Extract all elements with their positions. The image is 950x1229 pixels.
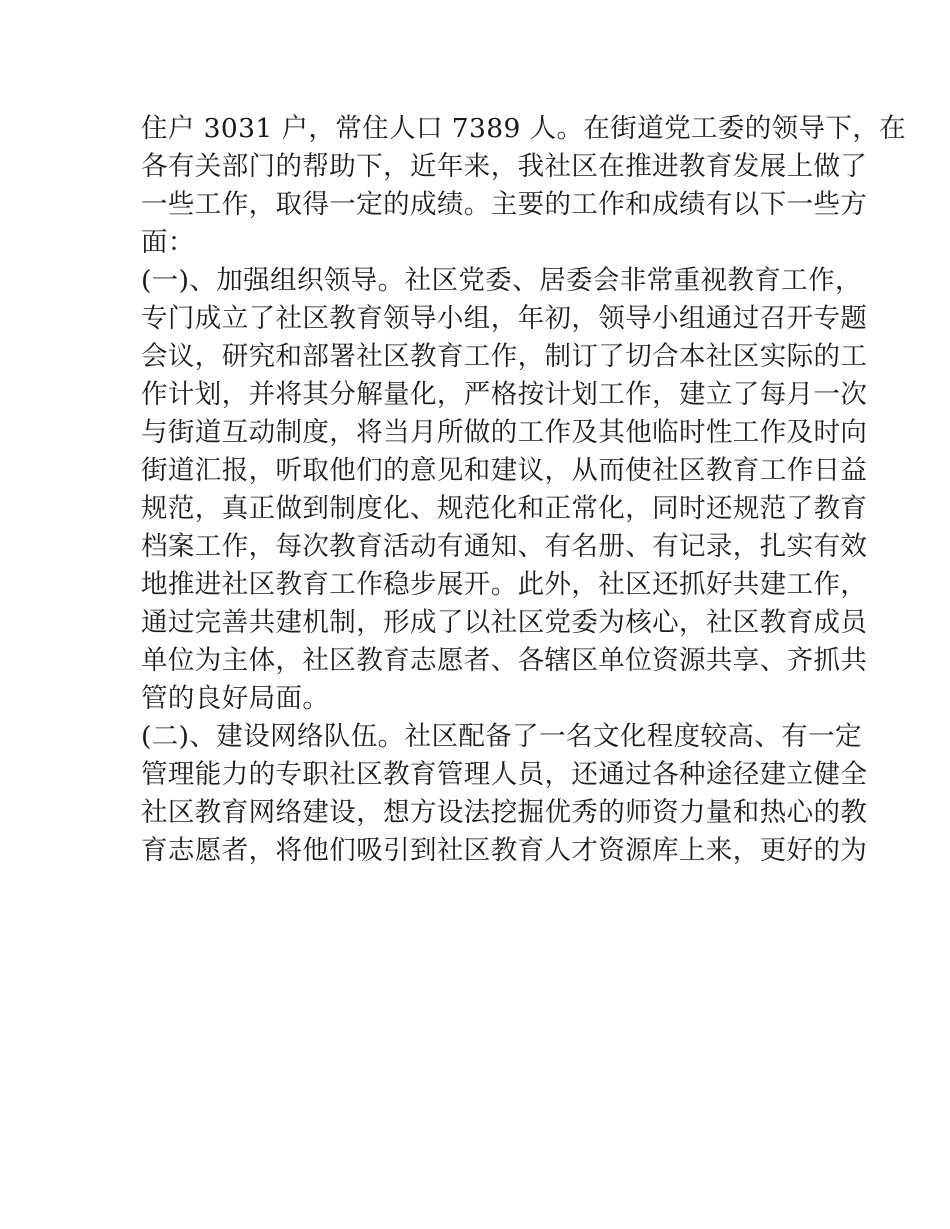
text-line: 规范，真正做到制度化、规范化和正常化，同时还规范了教育 (141, 493, 868, 524)
section-heading-line: (一)、加强组织领导。社区党委、居委会非常重视教育工作， (141, 265, 862, 296)
text-line: 育志愿者，将他们吸引到社区教育人才资源库上来，更好的为 (141, 835, 868, 866)
text-line: 专门成立了社区教育领导小组，年初，领导小组通过召开专题 (141, 303, 868, 334)
text-line: 社区教育网络建设，想方设法挖掘优秀的师资力量和热心的教 (141, 797, 868, 828)
text-line: 作计划，并将其分解量化，严格按计划工作，建立了每月一次 (141, 379, 868, 410)
text-line: 地推进社区教育工作稳步展开。此外，社区还抓好共建工作， (141, 569, 868, 600)
text-line: 各有关部门的帮助下，近年来，我社区在推进教育发展上做了 (141, 151, 868, 182)
text-line: 面： (141, 227, 195, 258)
text-line: 单位为主体，社区教育志愿者、各辖区单位资源共享、齐抓共 (141, 645, 868, 676)
text-line: 管的良好局面。 (141, 683, 330, 714)
text-line: 住户 3031 户，常住人口 7389 人。在街道党工委的领导下，在 (141, 113, 907, 144)
text-line: 档案工作，每次教育活动有通知、有名册、有记录，扎实有效 (141, 531, 868, 562)
document-body-text (141, 110, 907, 870)
text-line: 一些工作，取得一定的成绩。主要的工作和成绩有以下一些方 (141, 189, 868, 220)
text-line: 街道汇报，听取他们的意见和建议，从而使社区教育工作日益 (141, 455, 868, 486)
text-line: 通过完善共建机制，形成了以社区党委为核心，社区教育成员 (141, 607, 868, 638)
section-heading-line: (二)、建设网络队伍。社区配备了一名文化程度较高、有一定 (141, 721, 862, 752)
text-line: 管理能力的专职社区教育管理人员，还通过各种途径建立健全 (141, 759, 868, 790)
text-line: 与街道互动制度，将当月所做的工作及其他临时性工作及时向 (141, 417, 868, 448)
text-line: 会议，研究和部署社区教育工作，制订了切合本社区实际的工 (141, 341, 868, 372)
